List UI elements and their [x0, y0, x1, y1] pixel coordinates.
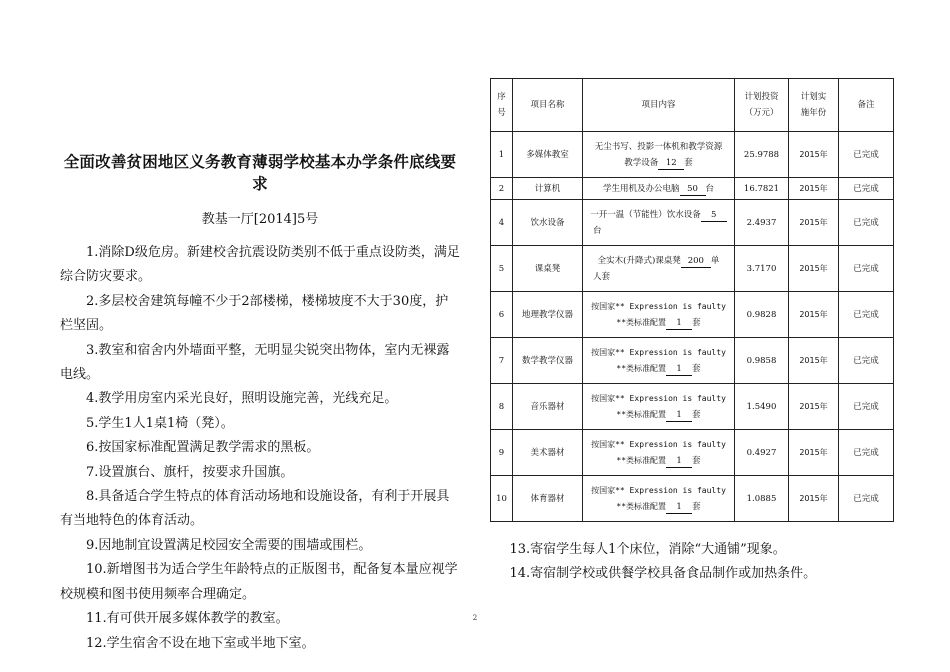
table-row: [491, 338, 894, 384]
cell-investment: 16.7821: [735, 178, 789, 200]
table-header-row: [491, 79, 894, 132]
unit-text: 套: [692, 317, 701, 328]
cell-year: 2015年: [789, 292, 839, 338]
content-line: [585, 361, 732, 377]
content-text: 教学设备: [624, 157, 659, 168]
cell-year: 2015年: [789, 178, 839, 200]
cell-investment: 0.9858: [735, 338, 789, 384]
cell-content: [583, 384, 735, 430]
left-column: [60, 150, 460, 656]
cell-note: 已完成: [839, 476, 894, 522]
requirement-item: 6.按国家标准配置满足教学需求的黑板。: [86, 440, 320, 456]
unit-text: 套: [692, 409, 701, 420]
cell-content: [583, 338, 735, 384]
page-number: 2: [472, 614, 478, 622]
cell-year: 2015年: [789, 200, 839, 246]
cell-name: 体育器材: [513, 476, 583, 522]
content-text: **类标准配置: [616, 501, 667, 511]
header-investment: 计划投资 （万元）: [735, 79, 789, 132]
header-name: 项目名称: [513, 79, 583, 132]
content-line: 按国家** Expression is faulty: [591, 301, 726, 311]
table-row: [491, 384, 894, 430]
content-line: [585, 315, 732, 331]
cell-investment: 0.9828: [735, 292, 789, 338]
content-text: 全实木(升降式)课桌凳: [597, 255, 681, 266]
quantity-value: 1: [666, 501, 692, 514]
quantity-value: 1: [666, 363, 692, 376]
content-text: 一开一温（节能性）饮水设备: [590, 209, 701, 220]
cell-investment: 0.4927: [735, 430, 789, 476]
cell-investment: 3.7170: [735, 246, 789, 292]
content-line: 按国家** Expression is faulty: [591, 393, 726, 403]
cell-note: 已完成: [839, 178, 894, 200]
cell-content: [583, 200, 735, 246]
requirement-item: 13.寄宿学生每人1个床位，消除“大通铺”现象。: [509, 542, 786, 557]
cell-investment: 1.0885: [735, 476, 789, 522]
requirement-item: 14.寄宿制学校或供餐学校具备食品制作或加热条件。: [509, 566, 817, 581]
table-row: [491, 292, 894, 338]
requirement-item: 5.学生1人1桌1椅（凳）。: [86, 415, 234, 431]
cell-note: 已完成: [839, 132, 894, 178]
requirements-list-right: [490, 538, 910, 586]
cell-name: 音乐器材: [513, 384, 583, 430]
content-line: [585, 181, 732, 197]
cell-content: [583, 246, 735, 292]
cell-note: 已完成: [839, 200, 894, 246]
content-line: [585, 407, 732, 423]
table-row: [491, 178, 894, 200]
project-table: [490, 78, 894, 522]
header-note: 备注: [839, 79, 894, 132]
cell-year: 2015年: [789, 338, 839, 384]
unit-text: 台: [705, 183, 715, 194]
cell-content: [583, 476, 735, 522]
requirement-item: 1.消除D级危房。新建校舍抗震设防类别不低于重点设防类，满足综合防灾要求。: [60, 245, 460, 285]
content-line: 按国家** Expression is faulty: [591, 485, 726, 495]
quantity-value: 12: [658, 157, 684, 170]
content-line: 按国家** Expression is faulty: [591, 347, 726, 357]
cell-name: 计算机: [513, 178, 583, 200]
cell-seq: 9: [491, 430, 513, 476]
cell-seq: 7: [491, 338, 513, 384]
requirement-item: 12.学生宿舍不设在地下室或半地下室。: [86, 635, 315, 651]
unit-text: 单: [710, 255, 720, 266]
cell-name: 美术器材: [513, 430, 583, 476]
cell-seq: 2: [491, 178, 513, 200]
document-number: 教基一厅[2014]5号: [201, 212, 319, 227]
content-text: **类标准配置: [616, 317, 667, 327]
content-text: 学生用机及办公电脑: [602, 183, 680, 194]
cell-note: 已完成: [839, 292, 894, 338]
cell-year: 2015年: [789, 430, 839, 476]
cell-content: [583, 430, 735, 476]
cell-note: 已完成: [839, 384, 894, 430]
requirement-item: 7.设置旗台、旗杆，按要求升国旗。: [86, 464, 294, 480]
cell-investment: 1.5490: [735, 384, 789, 430]
requirements-list-left: [60, 241, 460, 656]
quantity-value: 1: [666, 409, 692, 422]
cell-name: 地理教学仪器: [513, 292, 583, 338]
cell-note: 已完成: [839, 246, 894, 292]
cell-name: 饮水设备: [513, 200, 583, 246]
cell-content: [583, 292, 735, 338]
content-line: 按国家** Expression is faulty: [591, 439, 726, 449]
cell-year: 2015年: [789, 476, 839, 522]
cell-content: [583, 178, 735, 200]
table-row: [491, 246, 894, 292]
cell-seq: 4: [491, 200, 513, 246]
quantity-value: 1: [666, 317, 692, 330]
cell-seq: 6: [491, 292, 513, 338]
content-line: [585, 253, 732, 269]
quantity-value: 50: [680, 183, 706, 196]
requirement-item: 9.因地制宜设置满足校园安全需要的围墙或围栏。: [86, 537, 372, 553]
cell-note: 已完成: [839, 338, 894, 384]
cell-year: 2015年: [789, 132, 839, 178]
quantity-value: 1: [666, 455, 692, 468]
unit-text: 套: [692, 363, 701, 374]
content-line: [585, 155, 732, 171]
header-content: 项目内容: [583, 79, 735, 132]
content-line: [585, 207, 732, 223]
project-table-wrapper: [490, 78, 893, 522]
cell-year: 2015年: [789, 384, 839, 430]
content-text: **类标准配置: [616, 409, 667, 419]
quantity-value: 5: [701, 209, 727, 222]
cell-investment: 2.4937: [735, 200, 789, 246]
cell-content: [583, 132, 735, 178]
table-row: [491, 132, 894, 178]
content-line: [585, 453, 732, 469]
header-year: 计划实 施年份: [789, 79, 839, 132]
cell-seq: 5: [491, 246, 513, 292]
cell-year: 2015年: [789, 246, 839, 292]
requirement-item: 11.有可供开展多媒体教学的教室。: [86, 611, 289, 627]
content-text: **类标准配置: [616, 363, 667, 373]
content-line: 人套: [593, 271, 611, 282]
cell-name: 多媒体教室: [513, 132, 583, 178]
content-line: 台: [593, 225, 602, 236]
cell-investment: 25.9788: [735, 132, 789, 178]
table-row: [491, 430, 894, 476]
requirement-item: 3.教室和宿舍内外墙面平整，无明显尖锐突出物体，室内无裸露电线。: [60, 342, 450, 383]
cell-note: 已完成: [839, 430, 894, 476]
content-line: [585, 499, 732, 515]
unit-text: 套: [692, 501, 701, 512]
requirement-item: 2.多层校舍建筑每幢不少于2部楼梯，楼梯坡度不大于30度，护栏坚固。: [60, 293, 449, 334]
document-title: 全面改善贫困地区义务教育薄弱学校基本办学条件底线要求: [63, 153, 457, 193]
cell-name: 课桌凳: [513, 246, 583, 292]
cell-seq: 10: [491, 476, 513, 522]
cell-seq: 8: [491, 384, 513, 430]
header-seq: 序 号: [491, 79, 513, 132]
table-row: [491, 200, 894, 246]
table-body: [491, 132, 894, 522]
quantity-value: 200: [681, 255, 711, 268]
requirement-item: 4.教学用房室内采光良好，照明设施完善，光线充足。: [86, 391, 398, 407]
unit-text: 套: [692, 455, 701, 466]
cell-seq: 1: [491, 132, 513, 178]
content-text: **类标准配置: [616, 455, 667, 465]
table-row: [491, 476, 894, 522]
cell-name: 数学教学仪器: [513, 338, 583, 384]
requirement-item: 8.具备适合学生特点的体育活动场地和设施设备，有利于开展具有当地特色的体育活动。: [60, 489, 450, 529]
unit-text: 套: [684, 157, 693, 168]
requirement-item: 10.新增图书为适合学生年龄特点的正版图书，配备复本量应视学校规模和图书使用频率合理确定。: [60, 562, 458, 602]
content-line: 无尘书写、投影一体机和教学资源: [594, 141, 723, 152]
